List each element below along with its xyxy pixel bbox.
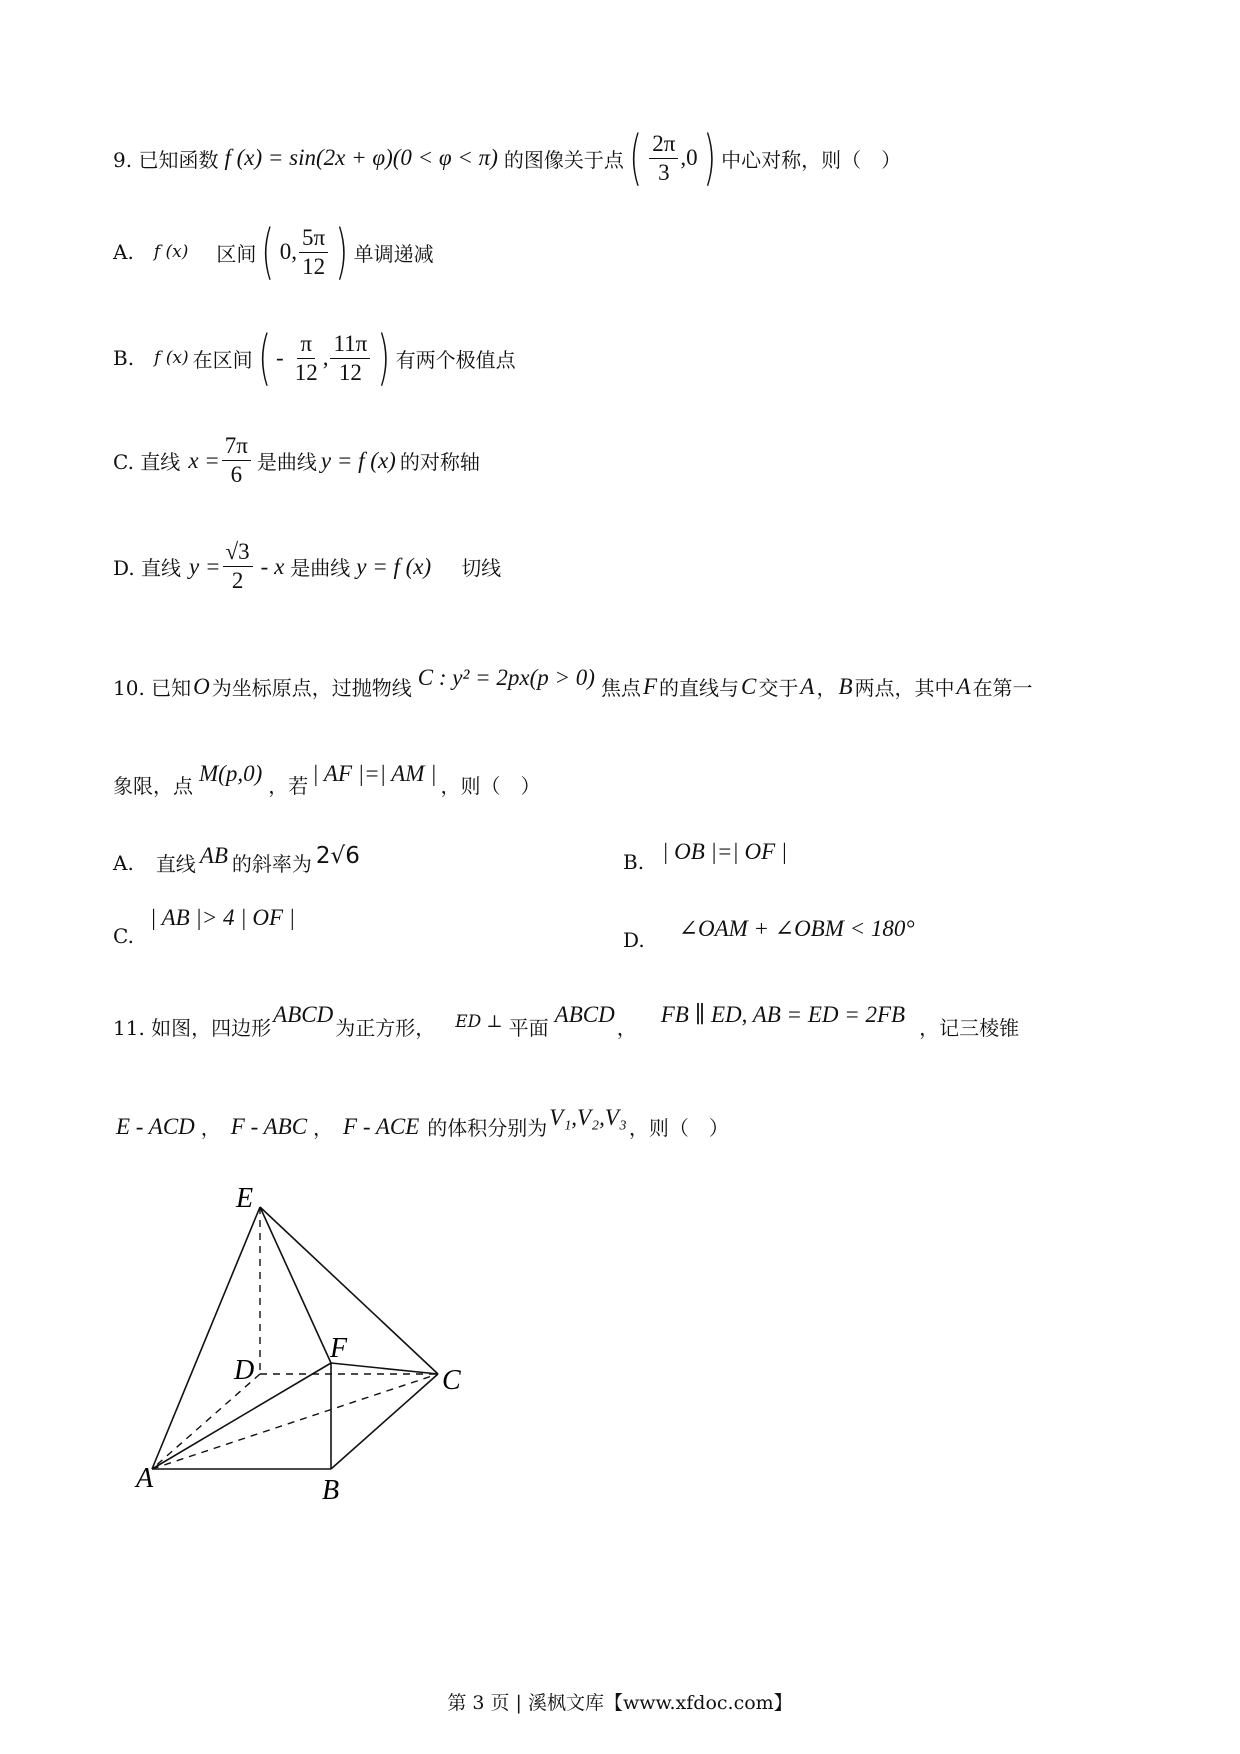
label-F: F [330, 1333, 348, 1364]
pyramid-figure [120, 1175, 520, 1515]
q10-stem-line1: 10. 已知 O 为坐标原点，过抛物线 C : y² = 2px(p > 0) 焦点 F 的直线与 C 交于 A ， B 两点，其中 A 在第一 [113, 664, 1033, 700]
edge-EF [260, 1207, 331, 1363]
q9-option-c: C. 直线 x = $\frac{7\pi}{6}$ 是曲线 y = f (x) 的对称轴 [113, 433, 480, 487]
q9-option-b: B. f (x) 在区间 ( - $\frac{\pi}{12}$ , $\frac{11\pi}{12}$ ) 有两个极值点 [113, 323, 516, 393]
label-B: B [322, 1475, 340, 1506]
q10-stem-line2: 象限，点 M(p,0) ，若 | AF |=| AM | ，则（ ） [113, 760, 541, 798]
edge-EC [260, 1207, 438, 1374]
q9-option-d: D. 直线 y = $\frac{√3}{2}$ - x 是曲线 y = f (x) 切线 [113, 539, 502, 593]
q9-function: f (x) = sin(2x + φ)(0 < φ < π) [224, 145, 498, 170]
q9-point-fraction: $\frac{2\pi}{3}$ [649, 130, 678, 187]
label-C: C [442, 1365, 461, 1396]
label-A: A [136, 1463, 154, 1494]
q10-parabola: C : y² = 2px(p > 0) [417, 664, 595, 690]
edge-EA [152, 1207, 260, 1469]
edge-BC [331, 1374, 438, 1469]
q10-option-d: D. ∠OAM + ∠OBM < 180° [623, 916, 915, 952]
q9-option-a: A. f (x) 区间 ( 0, $\frac{5\pi}{12}$ ) 单调递减 [113, 217, 434, 287]
edge-FC [331, 1363, 438, 1374]
label-D: D [234, 1355, 255, 1386]
q11-stem-line2: E - ACD ， F - ABC ， F - ACE 的体积分别为 V₁,V₂,V₃ ，则（ ） [116, 1104, 729, 1140]
q10-option-b: B. | OB |=| OF | [623, 839, 788, 874]
label-E: E [236, 1183, 254, 1214]
q10-option-c: C. | AB |> 4 | OF | [113, 905, 296, 948]
edge-AC [152, 1374, 438, 1469]
q9-stem: 9. 已知函数 f (x) = sin(2x + φ)(0 < φ < π) 的图像关于点 ( $\frac{2\pi}{3}$ ,0 ) 中心对称，则（ ） [113, 123, 902, 193]
edge-DA [152, 1374, 260, 1469]
page-footer: 第 3 页 | 溪枫文库【www.xfdoc.com】 [447, 1692, 793, 1714]
q11-stem-line1: 11. 如图，四边形 ABCD 为正方形， ED ⊥ 平面 ABCD ， FB ∥ ED, AB = ED = 2FB ，记三棱锥 [113, 1001, 1020, 1040]
q10-option-a: A. 直线 AB 的斜率为 2√6 [113, 842, 360, 876]
